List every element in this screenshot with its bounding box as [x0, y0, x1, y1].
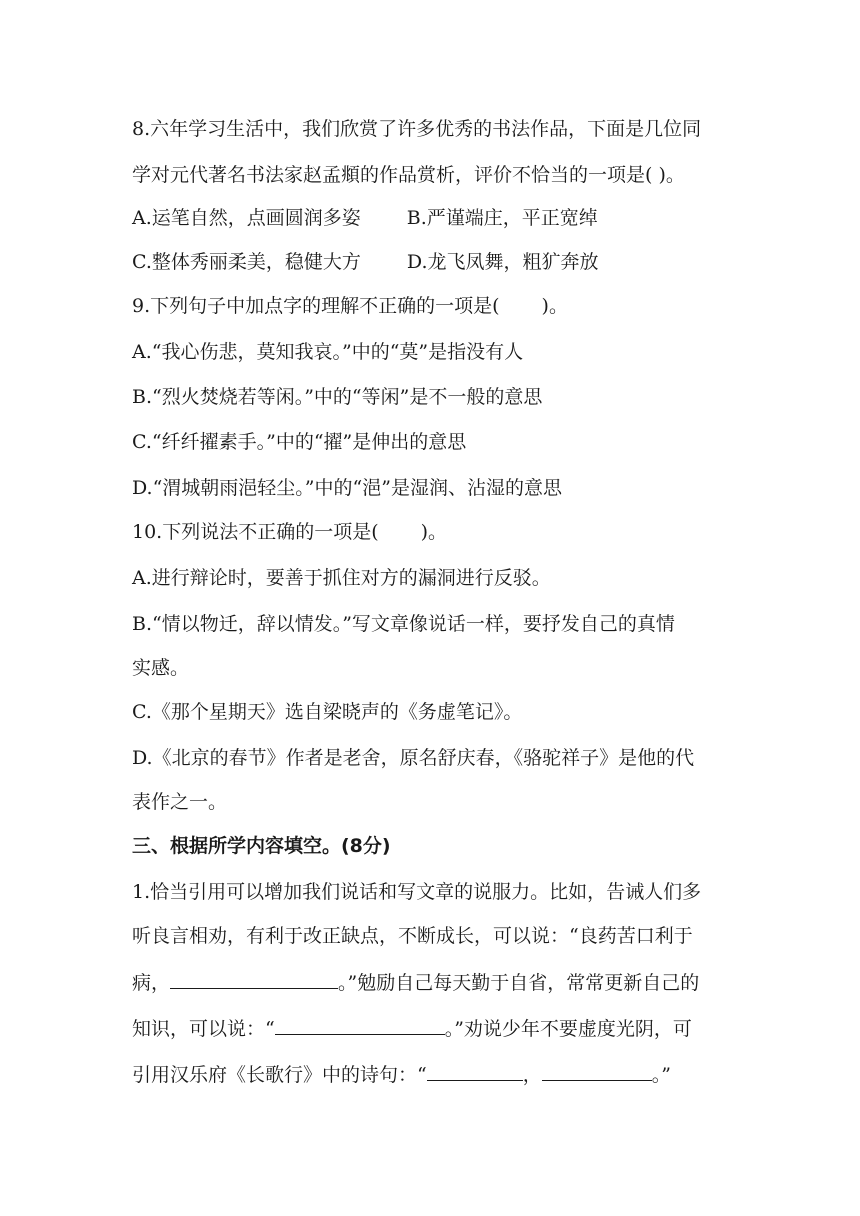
q9-option-c: C.“纤纤擢素手。”中的“擢”是伸出的意思	[132, 431, 467, 453]
section3-q1-line4	[132, 1014, 692, 1043]
section3-q1-line3	[132, 968, 699, 997]
section3-q1-line5	[132, 1060, 671, 1089]
q8-stem-line2: 学对元代著名书法家赵孟頫的作品赏析，评价不恰当的一项是( )。	[132, 164, 685, 186]
line5-text-c: 。”	[651, 1064, 671, 1086]
q10-option-a: A.进行辩论时，要善于抓住对方的漏洞进行反驳。	[132, 567, 551, 589]
q8-options-row1	[132, 204, 598, 232]
line3-text-b: 。”勉励自己每天勤于自省，常常更新自己的	[338, 972, 700, 994]
line4-text-a: 知识，可以说：“	[132, 1018, 275, 1040]
line5-text-a: 引用汉乐府《长歌行》中的诗句：“	[132, 1064, 427, 1086]
q8-options-row2	[132, 248, 599, 276]
q10-option-b-line1: B.“情以物迁，辞以情发。”写文章像说话一样，要抒发自己的真情	[132, 613, 675, 635]
fill-blank-4[interactable]	[542, 1060, 652, 1081]
fill-blank-2[interactable]	[275, 1014, 445, 1035]
q8-option-d: D.龙飞凤舞，粗犷奔放	[406, 251, 599, 273]
q8-stem-line1: 8.六年学习生活中，我们欣赏了许多优秀的书法作品，下面是几位同	[132, 118, 702, 140]
q10-stem	[132, 518, 447, 546]
line3-text-a: 病，	[132, 972, 171, 994]
q9-stem-end: )。	[541, 295, 568, 317]
section3-q1-line2: 听良言相劝，有利于改正缺点，不断成长，可以说：“良药苦口利于	[132, 925, 693, 947]
q8-option-b: B.严谨端庄，平正宽绰	[406, 207, 598, 229]
line5-text-b: ，	[522, 1064, 542, 1086]
q9-option-a: A.“我心伤悲，莫知我哀。”中的“莫”是指没有人	[132, 341, 524, 363]
q10-stem-text: 10.下列说法不正确的一项是(	[132, 521, 379, 543]
q8-option-a: A.运笔自然，点画圆润多姿	[132, 207, 361, 229]
section-heading: 三、根据所学内容填空。(8分)	[132, 835, 391, 857]
q10-option-d-line1: D.《北京的春节》作者是老舍，原名舒庆春，《骆驼祥子》是他的代	[132, 747, 695, 769]
q10-option-b-line2: 实感。	[132, 657, 190, 679]
fill-blank-1[interactable]	[170, 968, 338, 989]
q9-option-d: D.“渭城朝雨浥轻尘。”中的“浥”是湿润、沾湿的意思	[132, 477, 562, 499]
q8-option-c: C.整体秀丽柔美，稳健大方	[132, 251, 361, 273]
q10-stem-end: )。	[420, 521, 448, 543]
q9-option-b: B.“烈火焚烧若等闲。”中的“等闲”是不一般的意思	[132, 386, 543, 408]
q9-stem-text: 9.下列句子中加点字的理解不正确的一项是(	[132, 295, 500, 317]
q10-option-c: C.《那个星期天》选自梁晓声的《务虚笔记》。	[132, 701, 523, 723]
section3-q1-line1: 1.恰当引用可以增加我们说话和写文章的说服力。比如，告诫人们多	[132, 881, 702, 903]
q10-option-d-line2: 表作之一。	[132, 791, 228, 813]
fill-blank-3[interactable]	[427, 1060, 523, 1081]
line4-text-b: 。”劝说少年不要虚度光阴，可	[444, 1018, 692, 1040]
q9-stem	[132, 292, 568, 320]
